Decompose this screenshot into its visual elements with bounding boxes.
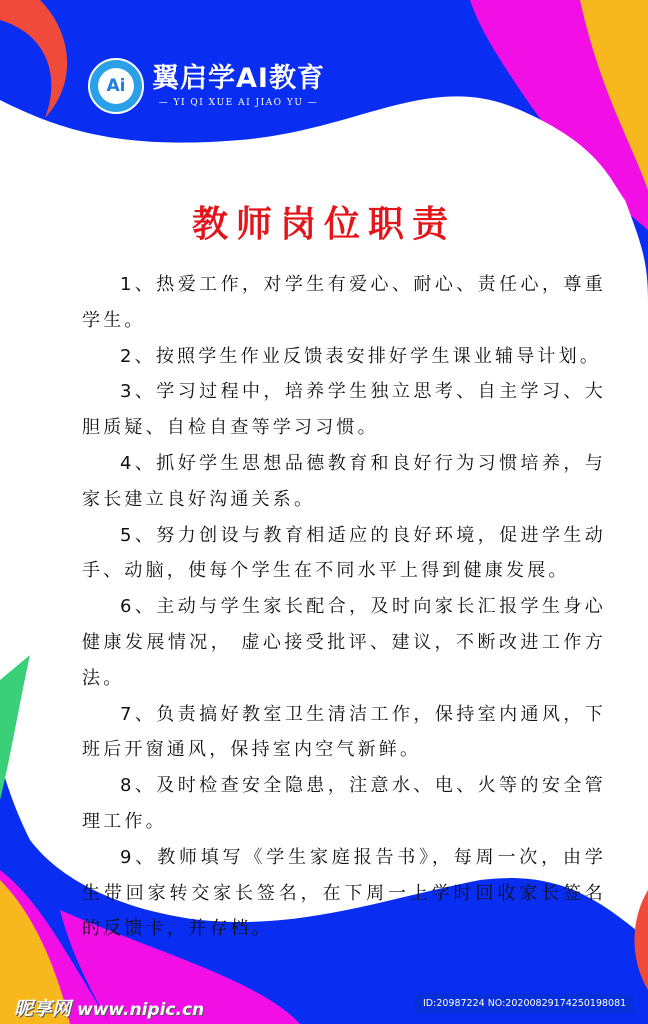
duty-item: 9、教师填写《学生家庭报告书》，每周一次，由学生带回家转交家长签名，在下周一上学时回收家长签名的反馈卡，并存档。 [82, 846, 606, 940]
watermark [14, 994, 204, 1021]
duty-item: 4、抓好学生思想品德教育和良好行为习惯培养，与家长建立良好沟通关系。 [82, 452, 606, 510]
duty-item: 2、按照学生作业反馈表安排好学生课业辅导计划。 [120, 345, 602, 367]
watermark-url: www.nipic.cn [77, 1000, 205, 1020]
logo-badge-text: Ai [98, 68, 134, 104]
duty-item: 7、负责搞好教室卫生清洁工作，保持室内通风，下班后开窗通风，保持室内空气新鲜。 [82, 703, 606, 761]
red-swoosh-top-left [0, 0, 67, 118]
brand-name: 翼启学AI教育 [152, 63, 325, 94]
duty-item: 6、主动与学生家长配合，及时向家长汇报学生身心健康发展情况， 虚心接受批评、建议，不断改进工作方法。 [82, 596, 606, 689]
duty-item: 1、热爱工作，对学生有爱心、耐心、责任心，尊重学生。 [82, 274, 606, 331]
image-id: ID:20987224 NO:20200829174250198081 [415, 994, 634, 1013]
duty-item: 3、学习过程中，培养学生独立思考、自主学习、大胆质疑、自检自查等学习习惯。 [82, 381, 606, 439]
duty-item: 8、及时检查安全隐患，注意水、电、火等的安全管理工作。 [82, 775, 606, 832]
brand-pinyin: — YI QI XUE AI JIAO YU — [158, 98, 319, 108]
duty-item: 5、努力创设与教育相适应的良好环境，促进学生动手、动脑，使每个学生在不同水平上得到健康发展。 [82, 524, 606, 582]
page-title: 教师岗位职责 [191, 203, 456, 245]
duties-list [82, 267, 606, 947]
watermark-site: 昵享网 [14, 998, 72, 1020]
brand-logo [88, 58, 325, 114]
logo-badge-icon [88, 58, 144, 114]
